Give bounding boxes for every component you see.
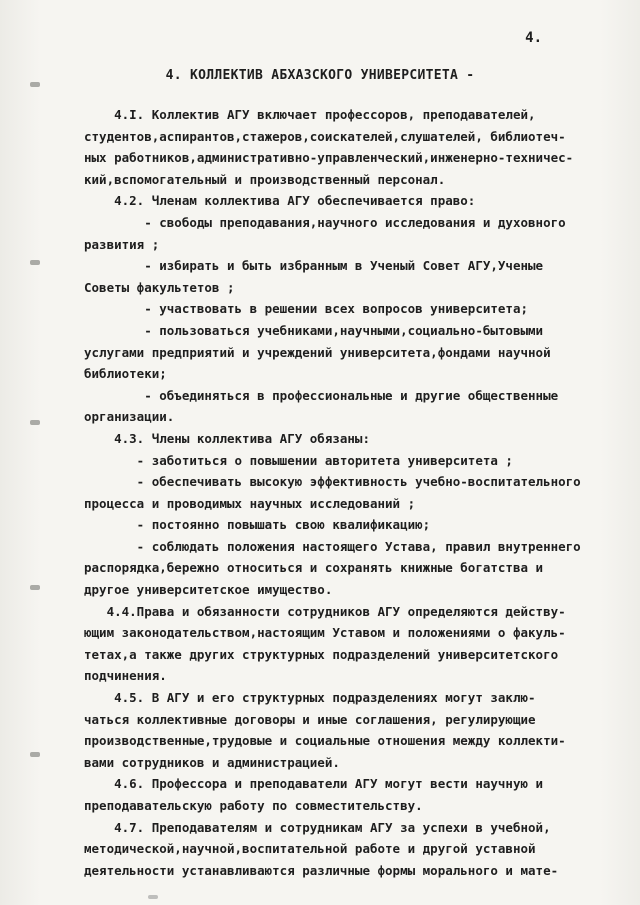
text-line: распорядка,бережно относиться и сохранять книжные богатства и (84, 560, 544, 576)
text-line: деятельности устанавливаются различные формы морального и мате- (84, 862, 559, 878)
text-line: процесса и проводимых научных исследований ; (84, 495, 416, 511)
text-line: вами сотрудников и администрацией. (84, 754, 340, 770)
text-line: - объединяться в профессиональные и другие общественные (84, 387, 559, 403)
text-line: другое университетское имущество. (84, 582, 333, 598)
text-line: - избирать и быть избранным в Ученый Совет АГУ,Ученые (84, 258, 544, 274)
text-line: библиотеки; (84, 366, 167, 382)
section-title: 4. КОЛЛЕКТИВ АБХАЗСКОГО УНИВЕРСИТЕТА - (165, 68, 475, 83)
text-line: ющим законодательством,настоящим Уставом и положениями о факуль- (84, 625, 566, 641)
text-line: ных работников,административно-управленческий,инженерно-техничес- (84, 150, 574, 166)
text-line: - обеспечивать высокую эффективность учебно-воспитательного (84, 474, 581, 490)
text-line: 4.2. Членам коллектива АГУ обеспечивается право: (84, 193, 476, 209)
text-line: организации. (84, 409, 175, 425)
margin-speck (30, 260, 40, 265)
body-text (84, 104, 624, 881)
text-line: производственные,трудовые и социальные отношения между коллекти- (84, 733, 566, 749)
text-line: преподавательскую работу по совместительству. (84, 798, 423, 813)
text-line: 4.6. Профессора и преподаватели АГУ могут вести научную и (84, 776, 544, 792)
text-line: - свободы преподавания,научного исследования и духовного (84, 214, 566, 230)
page-speck (148, 895, 158, 899)
text-line: услугами предприятий и учреждений университета,фондами научной (84, 344, 551, 360)
text-line: 4.7. Преподавателям и сотрудникам АГУ за успехи в учебной, (84, 819, 551, 835)
text-line: кий,вспомогательный и производственный персонал. (84, 171, 446, 187)
text-line: - заботиться о повышении авторитета университета ; (84, 452, 513, 468)
text-line: 4.I. Коллектив АГУ включает профессоров, преподавателей, (84, 107, 536, 122)
text-line: подчинения. (84, 668, 167, 684)
text-line: 4.3. Члены коллектива АГУ обязаны: (84, 430, 370, 446)
text-line: - постоянно повышать свою квалификацию; (84, 517, 431, 533)
text-line: - соблюдать положения настоящего Устава, правил внутреннего (84, 538, 581, 554)
page-number: 4. (525, 30, 542, 46)
text-line: Советы факультетов ; (84, 279, 235, 295)
text-line: тетах,а также других структурных подразделений университетского (84, 646, 559, 662)
text-line: - пользоваться учебниками,научными,социально-бытовыми (84, 322, 544, 338)
margin-speck (30, 752, 40, 757)
text-line: развития ; (84, 236, 160, 252)
text-line: чаться коллективные договоры и иные соглашения, регулирующие (84, 711, 536, 727)
text-line: методической,научной,воспитательной работе и другой уставной (84, 841, 536, 857)
text-line: студентов,аспирантов,стажеров,соискателей,слушателей, библиотеч- (84, 128, 566, 144)
text-line: - участвовать в решении всех вопросов университета; (84, 301, 529, 317)
margin-speck (30, 585, 40, 590)
text-line: 4.5. В АГУ и его структурных подразделениях могут заклю- (84, 690, 536, 706)
text-line: 4.4.Права и обязанности сотрудников АГУ определяются действу- (84, 603, 566, 619)
margin-speck (30, 420, 40, 425)
